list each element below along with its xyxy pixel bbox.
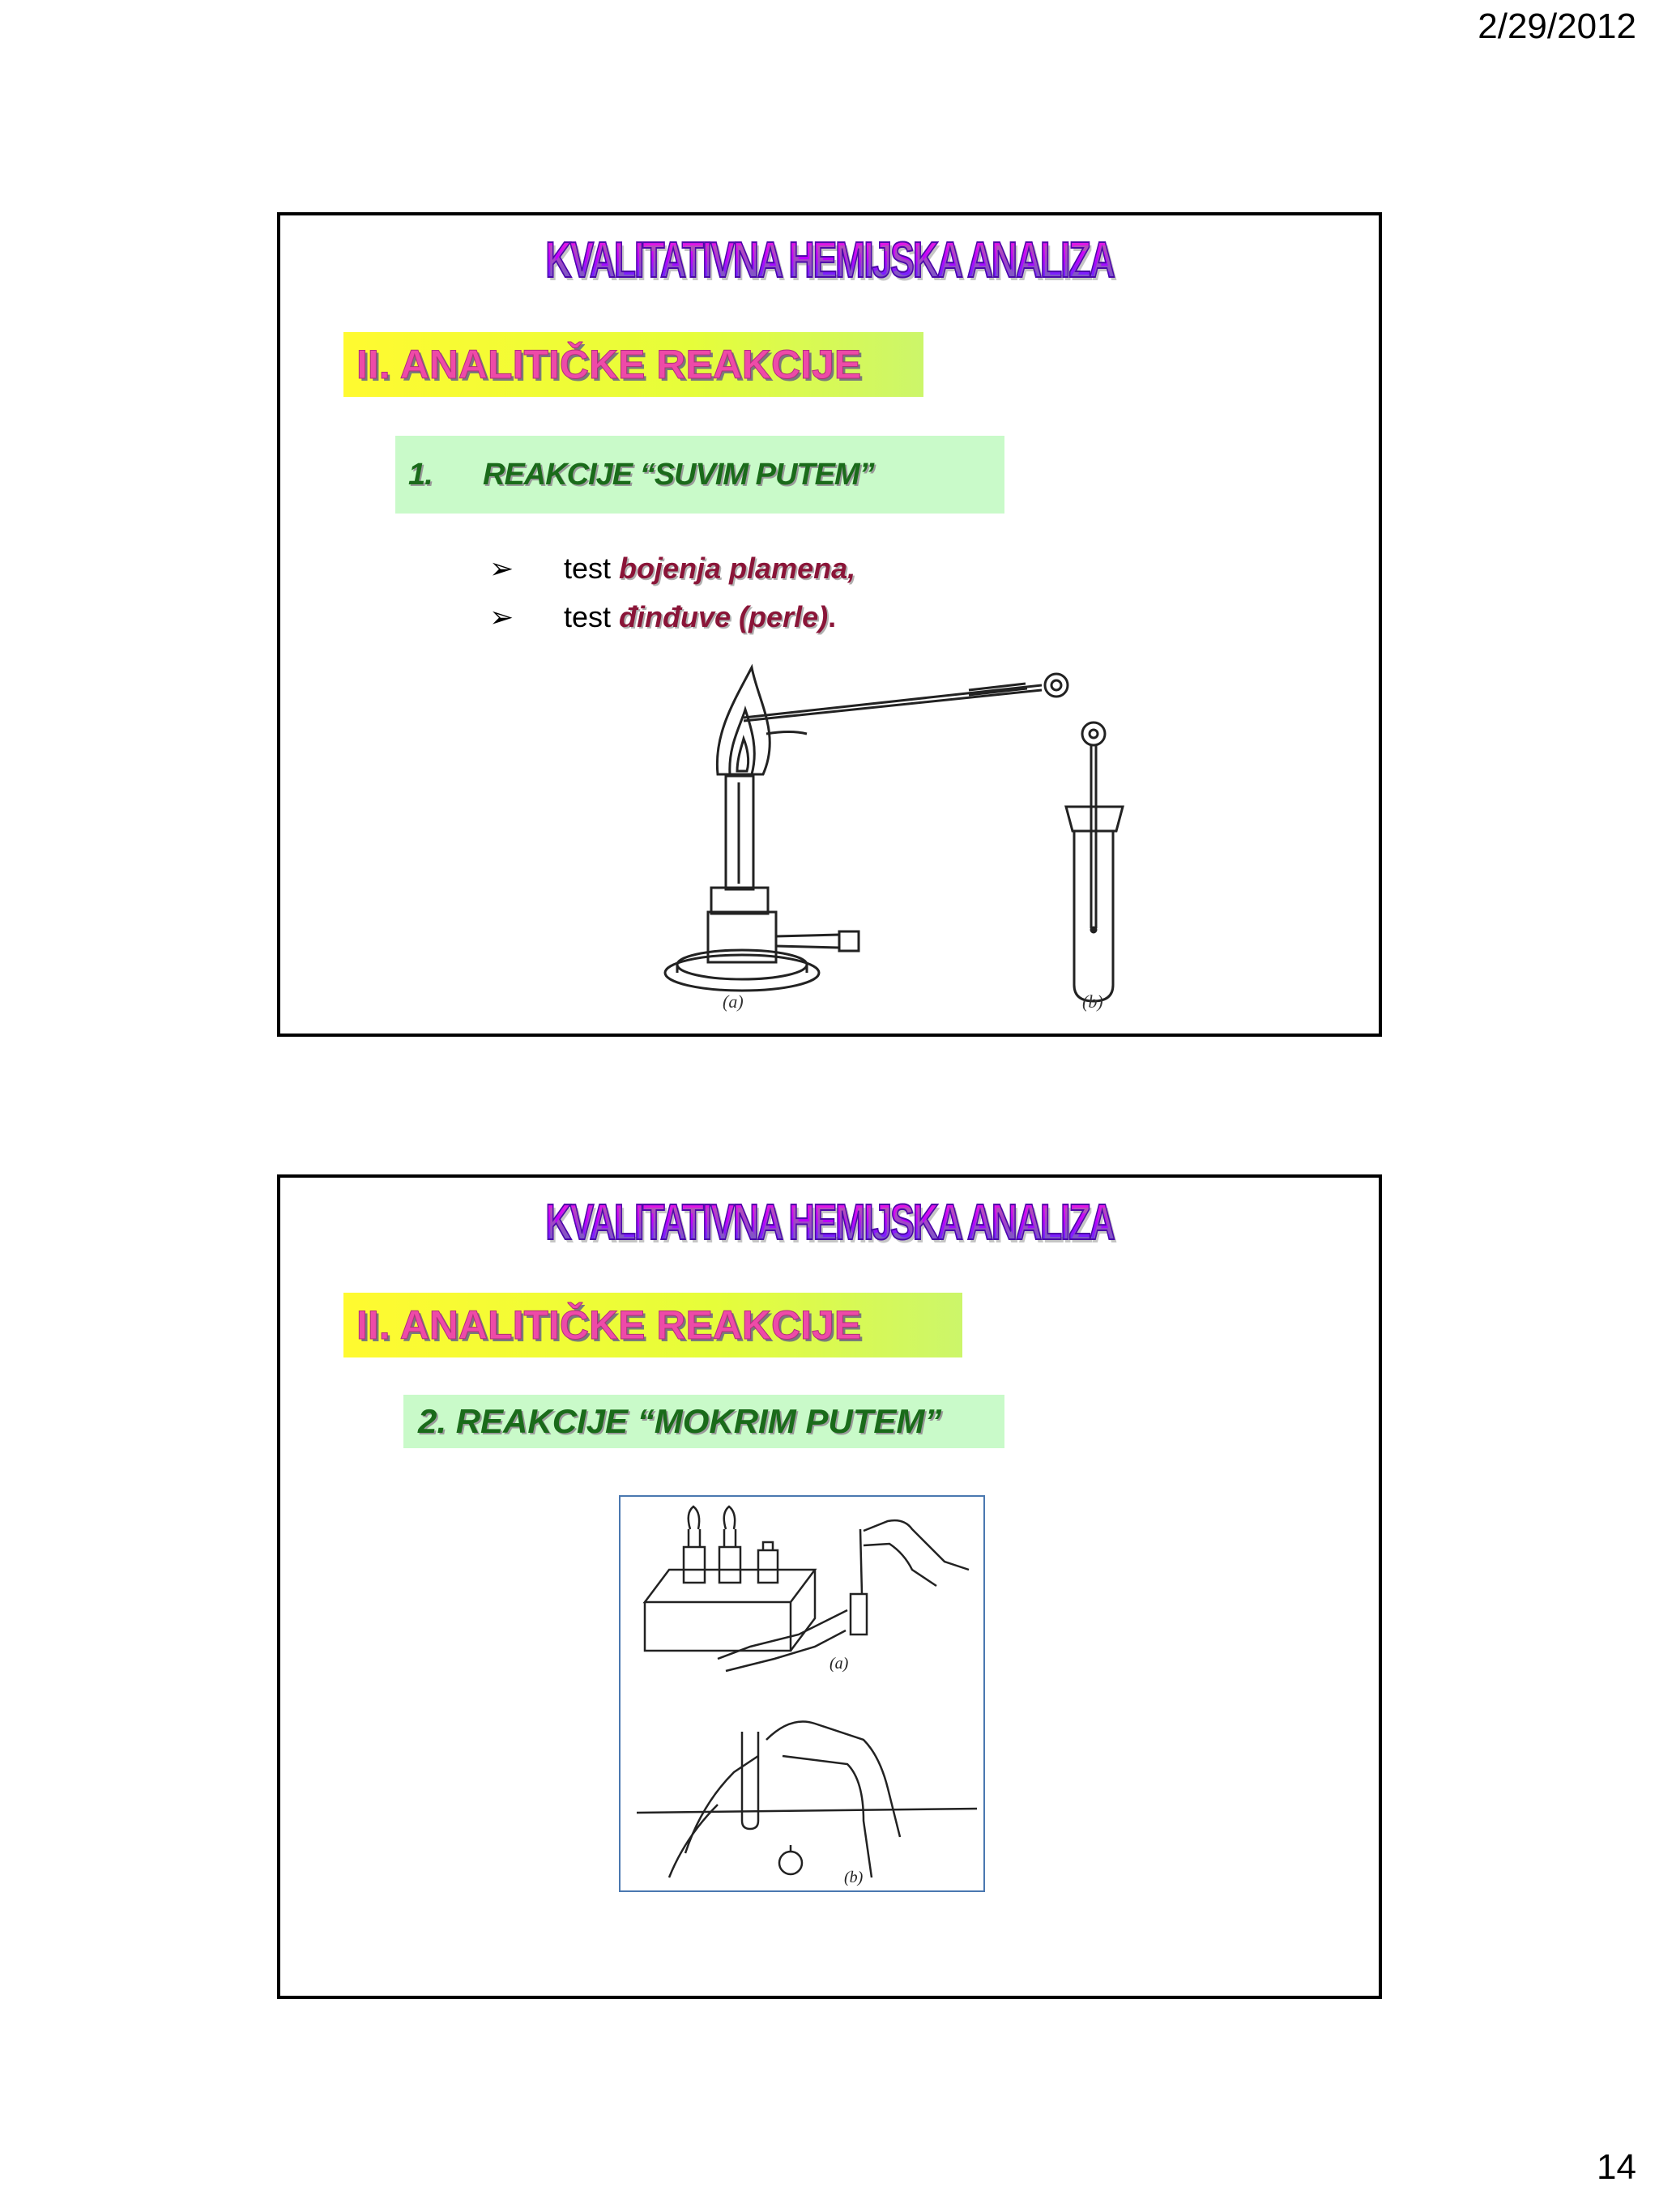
wet-reaction-illustration [619,1495,985,1892]
figure-label: (a) [830,1655,849,1673]
arrowhead-bullet-icon: ➢ [489,552,514,585]
slide-banner: KVALITATIVNA HEMIJSKA ANALIZA [434,1194,1225,1251]
page-number: 14 [1597,2147,1636,2187]
bullet-suffix: . [828,600,837,633]
slide-2 [277,1174,1382,1999]
subsection-number: 1. [408,458,433,492]
list-item [489,593,855,641]
bullet-prefix: test [564,600,612,633]
section-heading: II. ANALITIČKE REAKCIJE [343,1293,962,1357]
bunsen-burner-illustration [564,645,1325,1012]
figure-label: (a) [723,991,744,1012]
bullet-emphasis: đinđuve (perle) [619,600,829,633]
subsection-heading [395,436,1004,514]
slide-1 [277,212,1382,1037]
figure-label: (b) [1082,991,1103,1012]
subsection-heading: 2. REAKCIJE “MOKRIM PUTEM” [403,1395,1004,1448]
slide-banner: KVALITATIVNA HEMIJSKA ANALIZA [434,232,1225,289]
figure-label: (b) [844,1869,864,1886]
bullet-prefix: test [564,552,612,585]
list-item [489,544,855,593]
bullet-list [489,544,855,641]
page-date: 2/29/2012 [1478,6,1636,46]
arrowhead-bullet-icon: ➢ [489,600,514,633]
section-heading: II. ANALITIČKE REAKCIJE [343,332,923,397]
subsection-title: REAKCIJE “SUVIM PUTEM” [483,458,874,492]
bullet-emphasis: bojenja plamena, [619,552,856,585]
